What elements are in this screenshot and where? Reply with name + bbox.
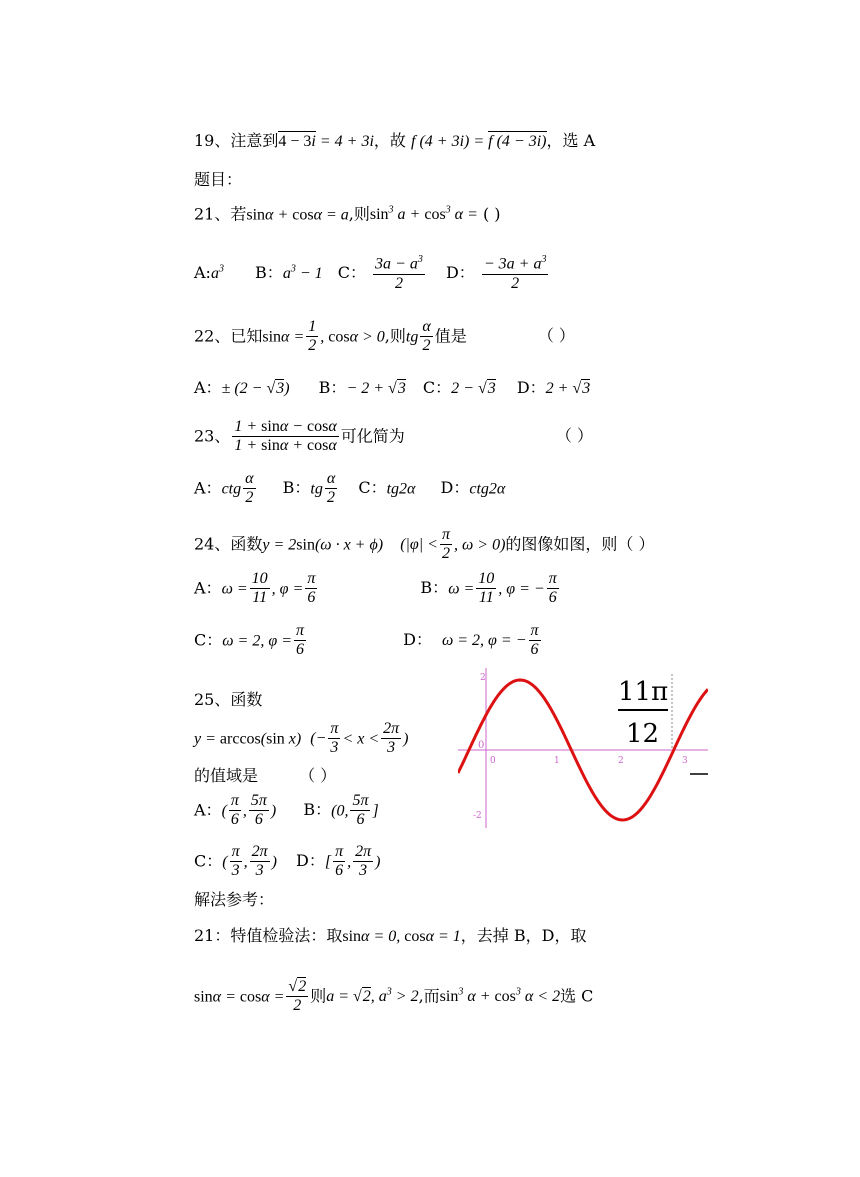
sine-graph-figure [458, 668, 708, 828]
q24-options-ab: A：ω = $\frac{10}{11}$ , φ = $\frac{\pi}{6}$ B：ω = $\frac{10}{11}$ , φ = − $\frac{\pi}{6}$ [194, 570, 557, 607]
x-tick-label: 1 [554, 756, 560, 766]
q23-line: 23、 $\frac{1 + \sin\alpha - \cos\alpha}{1 + \sin\alpha + \cos\alpha}$ 可化简为 （ ） [194, 418, 593, 455]
q25-options-cd: C：( $\frac{\pi}{3}$ , $\frac{2\pi}{3}$ ) D：[ $\frac{\pi}{6}$ , $\frac{2\pi}{3}$ ) [194, 843, 381, 880]
q24-line: 24、函数y = 2sin(ω · x + ϕ) (|φ| < $\frac{\pi}{2}$ , ω > 0)的图像如图，则（ ） [194, 526, 655, 563]
q22-line: 22、已知sinα = $\frac{1}{2}$ , cosα > 0,则tg $\frac{\alpha}{2}$ 值是 （ ） [194, 318, 575, 355]
fraction: $\frac{- 3a + a^3}{2}$ [483, 254, 547, 292]
fraction: $\frac{3a - a^3}{2}$ [375, 254, 423, 292]
q24-options-cd: C：ω = 2, φ = $\frac{\pi}{6}$ D： ω = 2, φ = − $\frac{\pi}{6}$ [194, 622, 539, 659]
q21-options: $A:a^3$ B：$a^3 - 1$ C： $\frac{3a - a^3}{2}$ D： $\frac{- 3a + a^3}{2}$ [194, 254, 547, 292]
q22-options: A：± (2 − √3) B：− 2 + √3 C：2 − √3 D：2 + √3 [194, 378, 591, 397]
q19-line: 19、注意到4 − 3i = 4 + 3i，故 f (4 + 3i) = f (4 − 3i)，选 A [194, 131, 596, 150]
label-numerator: 11π [618, 677, 669, 707]
q25-range-line: 的值域是 （ ） [194, 766, 337, 785]
q25-line: 25、函数 [194, 690, 263, 709]
y-tick-label: 2 [480, 673, 486, 683]
q25-options-ab: A：( $\frac{\pi}{6}$ , $\frac{5\pi}{6}$ ) B：(0, $\frac{5\pi}{6}$ ] [194, 792, 379, 829]
solution-line-1: 21：特值检验法：取sinα = 0, cosα = 1，去掉 B，D，取 [194, 926, 587, 945]
x-tick-label: 2 [618, 756, 624, 766]
fraction: $\frac{1 + \sin\alpha - \cos\alpha}{1 + \sin\alpha + \cos\alpha}$ [234, 418, 337, 455]
solution-line-2: sinα = cosα = $\frac{√2}{2}$ 则a = √2, $a^3 > 2$,而$\sin^3 \alpha + \cos^3 \alpha < 2$选 C [194, 978, 594, 1015]
solution-heading: 解法参考： [194, 890, 275, 909]
section-heading: 题目： [194, 170, 243, 189]
y-tick-label: -2 [473, 811, 482, 821]
q21-line: 21、若sinα + cosα = a,则$\sin^3 a + \cos^3 \alpha$ = ( ) [194, 204, 501, 224]
q23-options: A：ctg $\frac{\alpha}{2}$ B：tg $\frac{\alpha}{2}$ C：tg2α D：ctg2α [194, 470, 506, 507]
x-tick-label: 0 [490, 756, 496, 766]
q25-function: y = arccos(sin x) (− $\frac{\pi}{3}$ < x < $\frac{2\pi}{3}$ ) [194, 720, 409, 757]
x-tick-label: 3 [682, 756, 688, 766]
label-denominator: 12 [626, 719, 660, 749]
y-tick-label: 0 [478, 740, 485, 751]
